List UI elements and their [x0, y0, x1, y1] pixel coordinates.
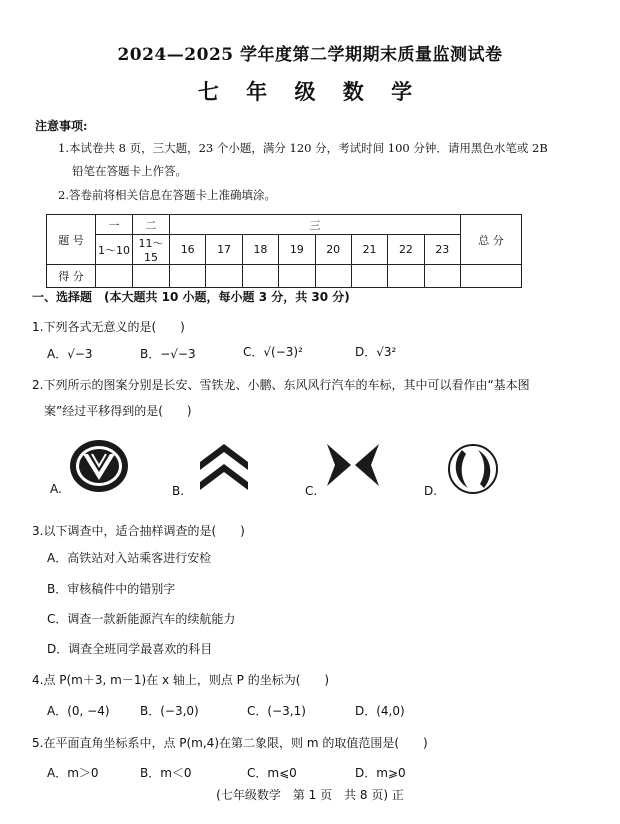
q1-option-d: D．√3² [355, 345, 397, 359]
q3-option-b: B．审核稿件中的错别字 [47, 582, 176, 596]
dongfeng-logo-icon [444, 442, 502, 496]
changan-logo-icon [68, 438, 130, 494]
row-label-score: 得 分 [47, 265, 96, 288]
question-number: 19 [279, 235, 315, 265]
score-cell[interactable] [388, 265, 424, 288]
q4-option-a: A．(0, −4) [47, 704, 110, 718]
citroen-logo-icon [196, 440, 252, 494]
score-cell[interactable] [133, 265, 170, 288]
q2-stem-line-1: 2.下列所示的图案分别是长安、雪铁龙、小鹏、东风风行汽车的车标，其中可以看作由“基本图 [32, 378, 530, 392]
q5-option-a: A．m＞0 [47, 766, 99, 780]
page-footer: (七年级数学 第 1 页 共 8 页) 正 [216, 788, 404, 802]
notice-line-2: 2.答卷前将相关信息在答题卡上准确填涂。 [58, 188, 276, 202]
xpeng-logo-icon [325, 442, 381, 488]
section-three-header: 三 [170, 215, 461, 235]
score-cell[interactable] [242, 265, 278, 288]
question-number: 23 [424, 235, 460, 265]
q3-option-d: D．调查全班同学最喜欢的科目 [47, 642, 213, 656]
notice-heading: 注意事项: [35, 119, 88, 133]
section-one-header: 一 [96, 215, 133, 235]
q3-option-c: C．调查一款新能源汽车的续航能力 [47, 612, 236, 626]
q5-stem: 5.在平面直角坐标系中，点 P(m,4)在第二象限，则 m 的取值范围是( ) [32, 736, 428, 750]
q4-stem: 4.点 P(m＋3, m－1)在 x 轴上，则点 P 的坐标为( ) [32, 673, 330, 687]
q1-option-a: A．√−3 [47, 347, 93, 361]
score-cell[interactable] [206, 265, 242, 288]
q1-stem: 1.下列各式无意义的是( ) [32, 320, 185, 334]
q5-option-b: B．m＜0 [140, 766, 192, 780]
score-cell[interactable] [170, 265, 206, 288]
q2-option-c: C. [305, 484, 318, 498]
q2-option-a: A. [50, 482, 62, 496]
question-number: 20 [315, 235, 351, 265]
q3-option-a: A．高铁站对入站乘客进行安检 [47, 551, 212, 565]
q4-option-c: C．(−3,1) [247, 704, 306, 718]
q3-stem: 3.以下调查中，适合抽样调查的是( ) [32, 524, 245, 538]
q5-option-d: D．m⩾0 [355, 766, 406, 780]
q2-stem-line-2: 案”经过平移得到的是( ) [44, 404, 192, 418]
question-number: 17 [206, 235, 242, 265]
q5-option-c: C．m⩽0 [247, 766, 297, 780]
range-one: 1～10 [96, 235, 133, 265]
question-number: 21 [351, 235, 387, 265]
question-number: 22 [388, 235, 424, 265]
exam-title: 2024—2025 学年度第二学期期末质量监测试卷 [117, 45, 503, 65]
question-number: 18 [242, 235, 278, 265]
score-table [46, 214, 522, 288]
score-cell[interactable] [315, 265, 351, 288]
range-two: 11～15 [133, 235, 170, 265]
q1-option-c: C．√(−3)² [243, 345, 303, 359]
score-cell[interactable] [351, 265, 387, 288]
q1-option-b: B．−√−3 [140, 347, 196, 361]
notice-line-1: 1.本试卷共 8 页，三大题，23 个小题，满分 120 分，考试时间 100 分钟．请用黑色水笔或 2B [58, 141, 548, 155]
row-label-question-no: 题 号 [47, 215, 96, 265]
score-cell[interactable] [279, 265, 315, 288]
q2-option-b: B. [172, 484, 185, 498]
score-cell[interactable] [424, 265, 460, 288]
score-cell[interactable] [96, 265, 133, 288]
q4-option-b: B．(−3,0) [140, 704, 199, 718]
total-header: 总 分 [461, 215, 522, 265]
section-1-heading: 一、选择题 (本大题共 10 小题，每小题 3 分，共 30 分) [32, 290, 350, 304]
question-number: 16 [170, 235, 206, 265]
q4-option-d: D．(4,0) [355, 704, 405, 718]
section-two-header: 二 [133, 215, 170, 235]
notice-line-1b: 铅笔在答题卡上作答。 [72, 164, 187, 178]
exam-subtitle: 七 年 级 数 学 [197, 79, 423, 104]
total-score-cell[interactable] [461, 265, 522, 288]
q2-option-d: D. [424, 484, 438, 498]
